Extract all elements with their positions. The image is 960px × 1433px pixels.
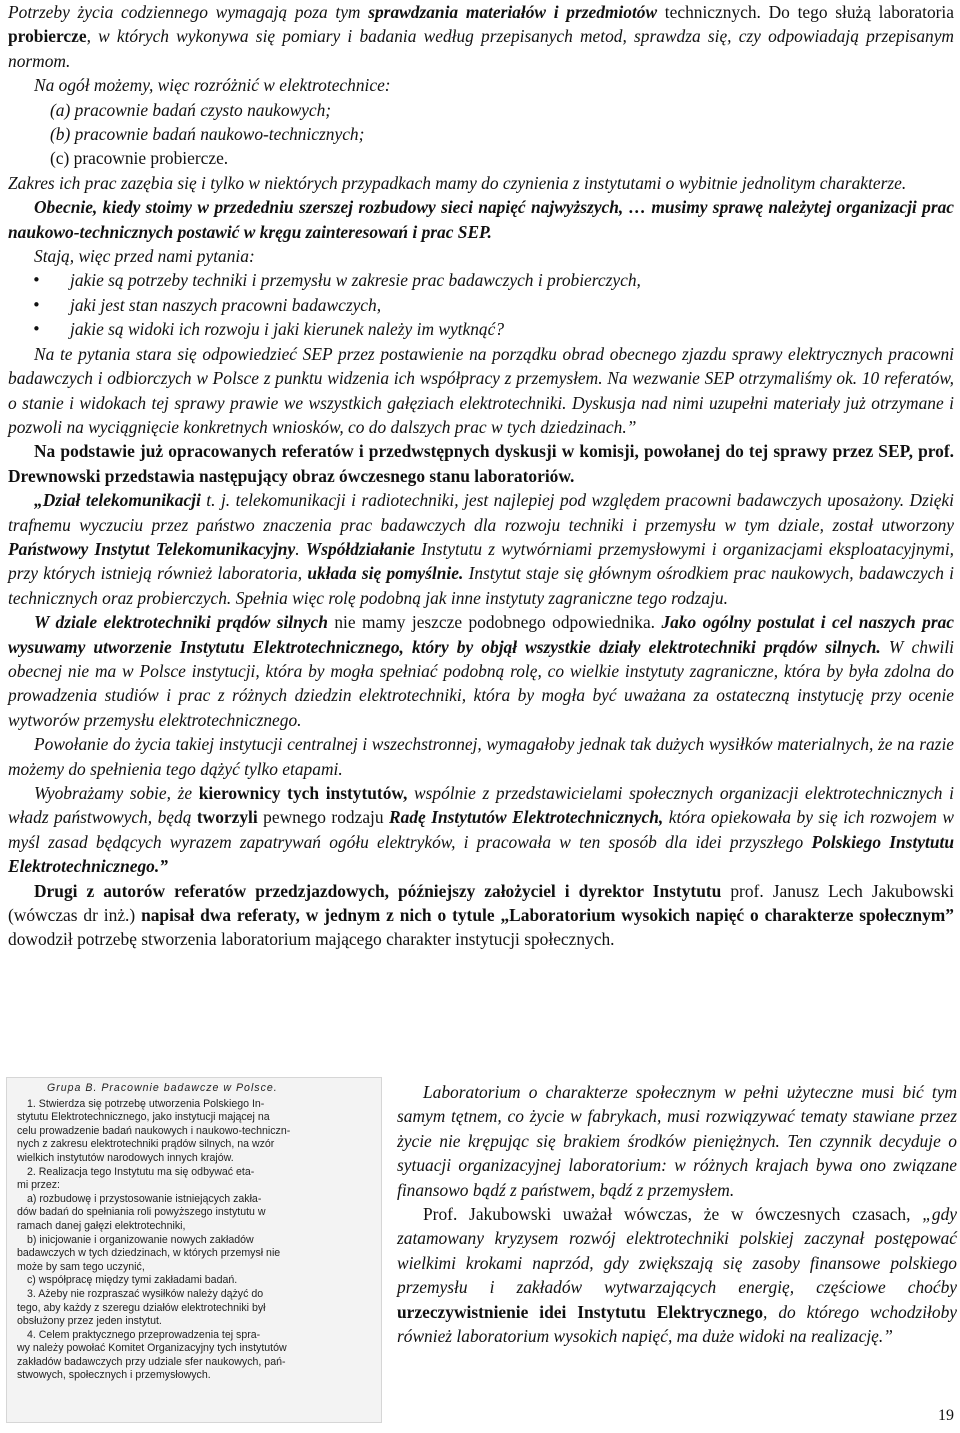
page-number: 19 <box>938 1407 954 1424</box>
paragraph-sep-organization: Obecnie, kiedy stoimy w przededniu szerszej rozbudowy sieci napięć najwyższych, … musimy sprawę należytej organizacji prac naukowo-technicznych postawić w kręgu zainteresowań i prac SEP. <box>8 197 954 242</box>
list-item-a: (a) pracownie badań czysto naukowych; <box>50 99 332 120</box>
scan-line: stytutu Elektrotechnicznego, jako instytucji mającej na <box>17 1111 270 1124</box>
scanned-resolution-excerpt <box>6 1077 382 1423</box>
side-column-text <box>397 1080 957 1348</box>
scan-line: celu prowadzenie badań naukowych i naukowo-techniczn- <box>17 1124 291 1137</box>
scan-line: badawczych w tych dziedzinach, w których przemysł nie <box>17 1247 281 1260</box>
paragraph-classification: Na ogół możemy, więc rozróżnić w elektrotechnice: <box>34 75 391 96</box>
scan-line: obsłużony przez jeden instytut. <box>17 1315 162 1328</box>
list-item: • jaki jest stan naszych pracowni badawczych, <box>8 293 954 317</box>
scan-line: 4. Celem praktycznego przeprowadzenia tej spra- <box>27 1328 261 1341</box>
paragraph-jakubowski: Drugi z autorów referatów przedzjazdowych, późniejszy założyciel i dyrektor Instytutu prof. Janusz Lech Jakubowski (wówczas dr inż.) napisał dwa referaty, w jednym z nich o tytule „Laboratorium wysokich napięć o charakterze społecznym” dowodził potrzebę stworzenia laboratorium mającego charakter instytucji społecznych. <box>8 880 954 950</box>
paragraph-drewnowski: Na podstawie już opracowanych referatów i przedwstępnych dyskusji w komisji, powołanej do tej sprawy przez SEP, prof. Drewnowski przedstawia następujący obraz ówczesnego stanu laboratoriów. <box>8 441 954 486</box>
list-item-b: (b) pracownie badań naukowo-technicznych; <box>50 124 365 145</box>
paragraph-power-engineering: W dziale elektrotechniki prądów silnych nie mamy jeszcze podobnego odpowiednika. Jako ogólny postulat i cel naszych prac wysuwamy utworzenie Instytutu Elektrotechnicznego, który by objął wszystkie działy elektrotechniki prądów silnych. W chwili obecnej nie ma w Polsce instytucji, która by mogła spełniać podobną rolę, co wielkie instytuty zagraniczne, która by była zdolna do prowadzenia studiów i prac z różnych dziedzin elektrotechniki, która by mogła być uważana za ostateczną instytucję przy ocenie wytworów przemysłu elektrotechnicznego. <box>8 612 955 730</box>
paragraph-council: Wyobrażamy sobie, że kierownicy tych instytutów, wspólnie z przedstawicielami społecznych organizacji elektrotechnicznych i władz państwowych, będą tworzyli pewnego rodzaju Radę Instytutów Elektrotechnicznych, która opiekowała by się ich rozwojem w myśl zasad będących wyrazem zapatrywań ogółu elektryków, i pracowała w ten sposób dla idei przyszłego Polskiego Instytutu Elektrotechnicznego.” <box>8 783 955 877</box>
scan-line: wy należy powołać Komitet Organizacyjny tych instytutów <box>17 1342 287 1355</box>
scan-line: ramach danej gałęzi elektrotechniki, <box>17 1219 186 1232</box>
scan-line: mi przez: <box>17 1179 60 1192</box>
scan-line: c) współpracę między tymi zakładami badań. <box>27 1274 238 1287</box>
list-item-c: (c) pracownie probiercze. <box>50 148 229 169</box>
paragraph-social-laboratory: Laboratorium o charakterze społecznym w pełni użyteczne musi bić tym samym tętnem, co życie w fabrykach, musi rozwiązywać tematy stawiane przez życie nie krępując się brakiem środków pieniężnych. Ten czynnik decyduje o sytuacji organizacyjnej laboratorium: w różnych krajach bywa ono związane finansowo bądź z państwem, bądź z przemysłem. <box>397 1082 957 1200</box>
paragraph-laboratories-intro: Potrzeby życia codziennego wymagają poza tym sprawdzania materiałów i przedmiotów technicznych. Do tego służą laboratoria probiercze, w których wykonywa się pomiary i badania według przepisanych metod, sprawdza się, czy odpowiadają przepisanym normom. <box>8 2 954 71</box>
scan-line: nych z zakresu elektrotechniki prądów silnych, na wzór <box>17 1138 275 1151</box>
paragraph-jakubowski-view: Prof. Jakubowski uważał wówczas, że w ówczesnych czasach, „gdy zatamowany kryzysem rozwój elektrotechniki polskiej zaczynał postępować wielkimi krokami naprzód, gdy zwiększają się zasoby finansowe polskiego przemysłu i zakładów wytwarzających energię, częściowe choćby urzeczywistnienie idei Instytutu Elektrycznego, do którego wchodziłoby również laboratorium wysokich napięć, ma duże widoki na realizację.” <box>397 1204 957 1347</box>
scan-line: może by sam tego uczynić, <box>17 1260 145 1273</box>
scan-line: 1. Stwierdza się potrzebę utworzenia Polskiego In- <box>27 1097 265 1110</box>
scan-line: a) rozbudowę i przystosowanie istniejących zakła- <box>27 1192 262 1205</box>
paragraph-scope: Zakres ich prac zazębia się i tylko w niektórych przypadkach mamy do czynienia z instytutami o wybitnie jednolitym charakterze. <box>8 172 907 193</box>
scan-line: tego, aby każdy z szeregu działów elektrotechniki był <box>17 1301 266 1314</box>
paragraph-telecommunications: „Dział telekomunikacji t. j. telekomunikacji i radiotechniki, jest najlepiej pod względem pracowni badawczych uposażony. Dzięki trafnemu wyczuciu przez państwo znaczenia prac badawczych dla rozwoju techniki i przemysłu w tym dziale, został utworzony Państwowy Instytut Telekomunikacyjny. Współdziałanie Instytutu z wytwórniami przemysłowymi i organizacjami eksploatacyjnymi, przy których istnieją również laboratoria, układa się pomyślnie. Instytut staje się głównym ośrodkiem prac naukowych, badawczych i technicznych oraz probierczych. Spełnia więc rolę podobną jak inne instytuty zagraniczne tego rodzaju. <box>8 490 955 608</box>
paragraph-central-institution: Powołanie do życia takiej instytucji centralnej i wszechstronnej, wymagałoby jednak tak dużych wysiłków materialnych, że na razie możemy do spełnienia tego dążyć tylko etapami. <box>8 734 954 779</box>
scan-line: b) inicjowanie i organizowanie nowych zakładów <box>27 1233 254 1246</box>
scan-line: wielkich instytutów narodowych innych krajów. <box>17 1151 234 1164</box>
scan-line: dów badań do spełniania roli powyższego instytutu w <box>17 1206 266 1219</box>
scan-line: 3. Ażeby nie rozpraszać wysiłków należy dążyć do <box>27 1287 264 1300</box>
scan-line: stwowych, społecznych i przemysłowych. <box>17 1369 211 1382</box>
scan-heading: Grupa B. Pracownie badawcze w Polsce. <box>47 1082 278 1094</box>
main-text <box>8 0 954 952</box>
paragraph-questions: Stają, więc przed nami pytania: <box>34 246 255 267</box>
scan-line: 2. Realizacja tego Instytutu ma się odbywać eta- <box>27 1165 255 1178</box>
questions-list <box>8 268 954 341</box>
list-item: • jakie są widoki ich rozwoju i jaki kierunek należy im wytknąć? <box>8 317 954 341</box>
scan-line: zakładów badawczych przy udziale sfer naukowych, pań- <box>17 1355 286 1368</box>
paragraph-sep-answer: Na te pytania stara się odpowiedzieć SEP przez postawienie na porządku obrad obecnego zjazdu sprawy elektrycznych pracowni badawczych i odbiorczych w Polsce z punktu widzenia ich współpracy z przemysłem. Na wezwanie SEP otrzymaliśmy ok. 10 referatów, o stanie i widokach tej sprawy prawie we wszystkich gałęziach elektrotechniki. Dyskusja nad nimi uzupełni materiały już otrzymane i pozwoli na wyciągnięcie konkretnych wniosków, co do dalszych prac w tych dziedzinach.” <box>8 343 954 437</box>
list-item: • jakie są potrzeby techniki i przemysłu w zakresie prac badawczych i probierczych, <box>8 268 954 292</box>
